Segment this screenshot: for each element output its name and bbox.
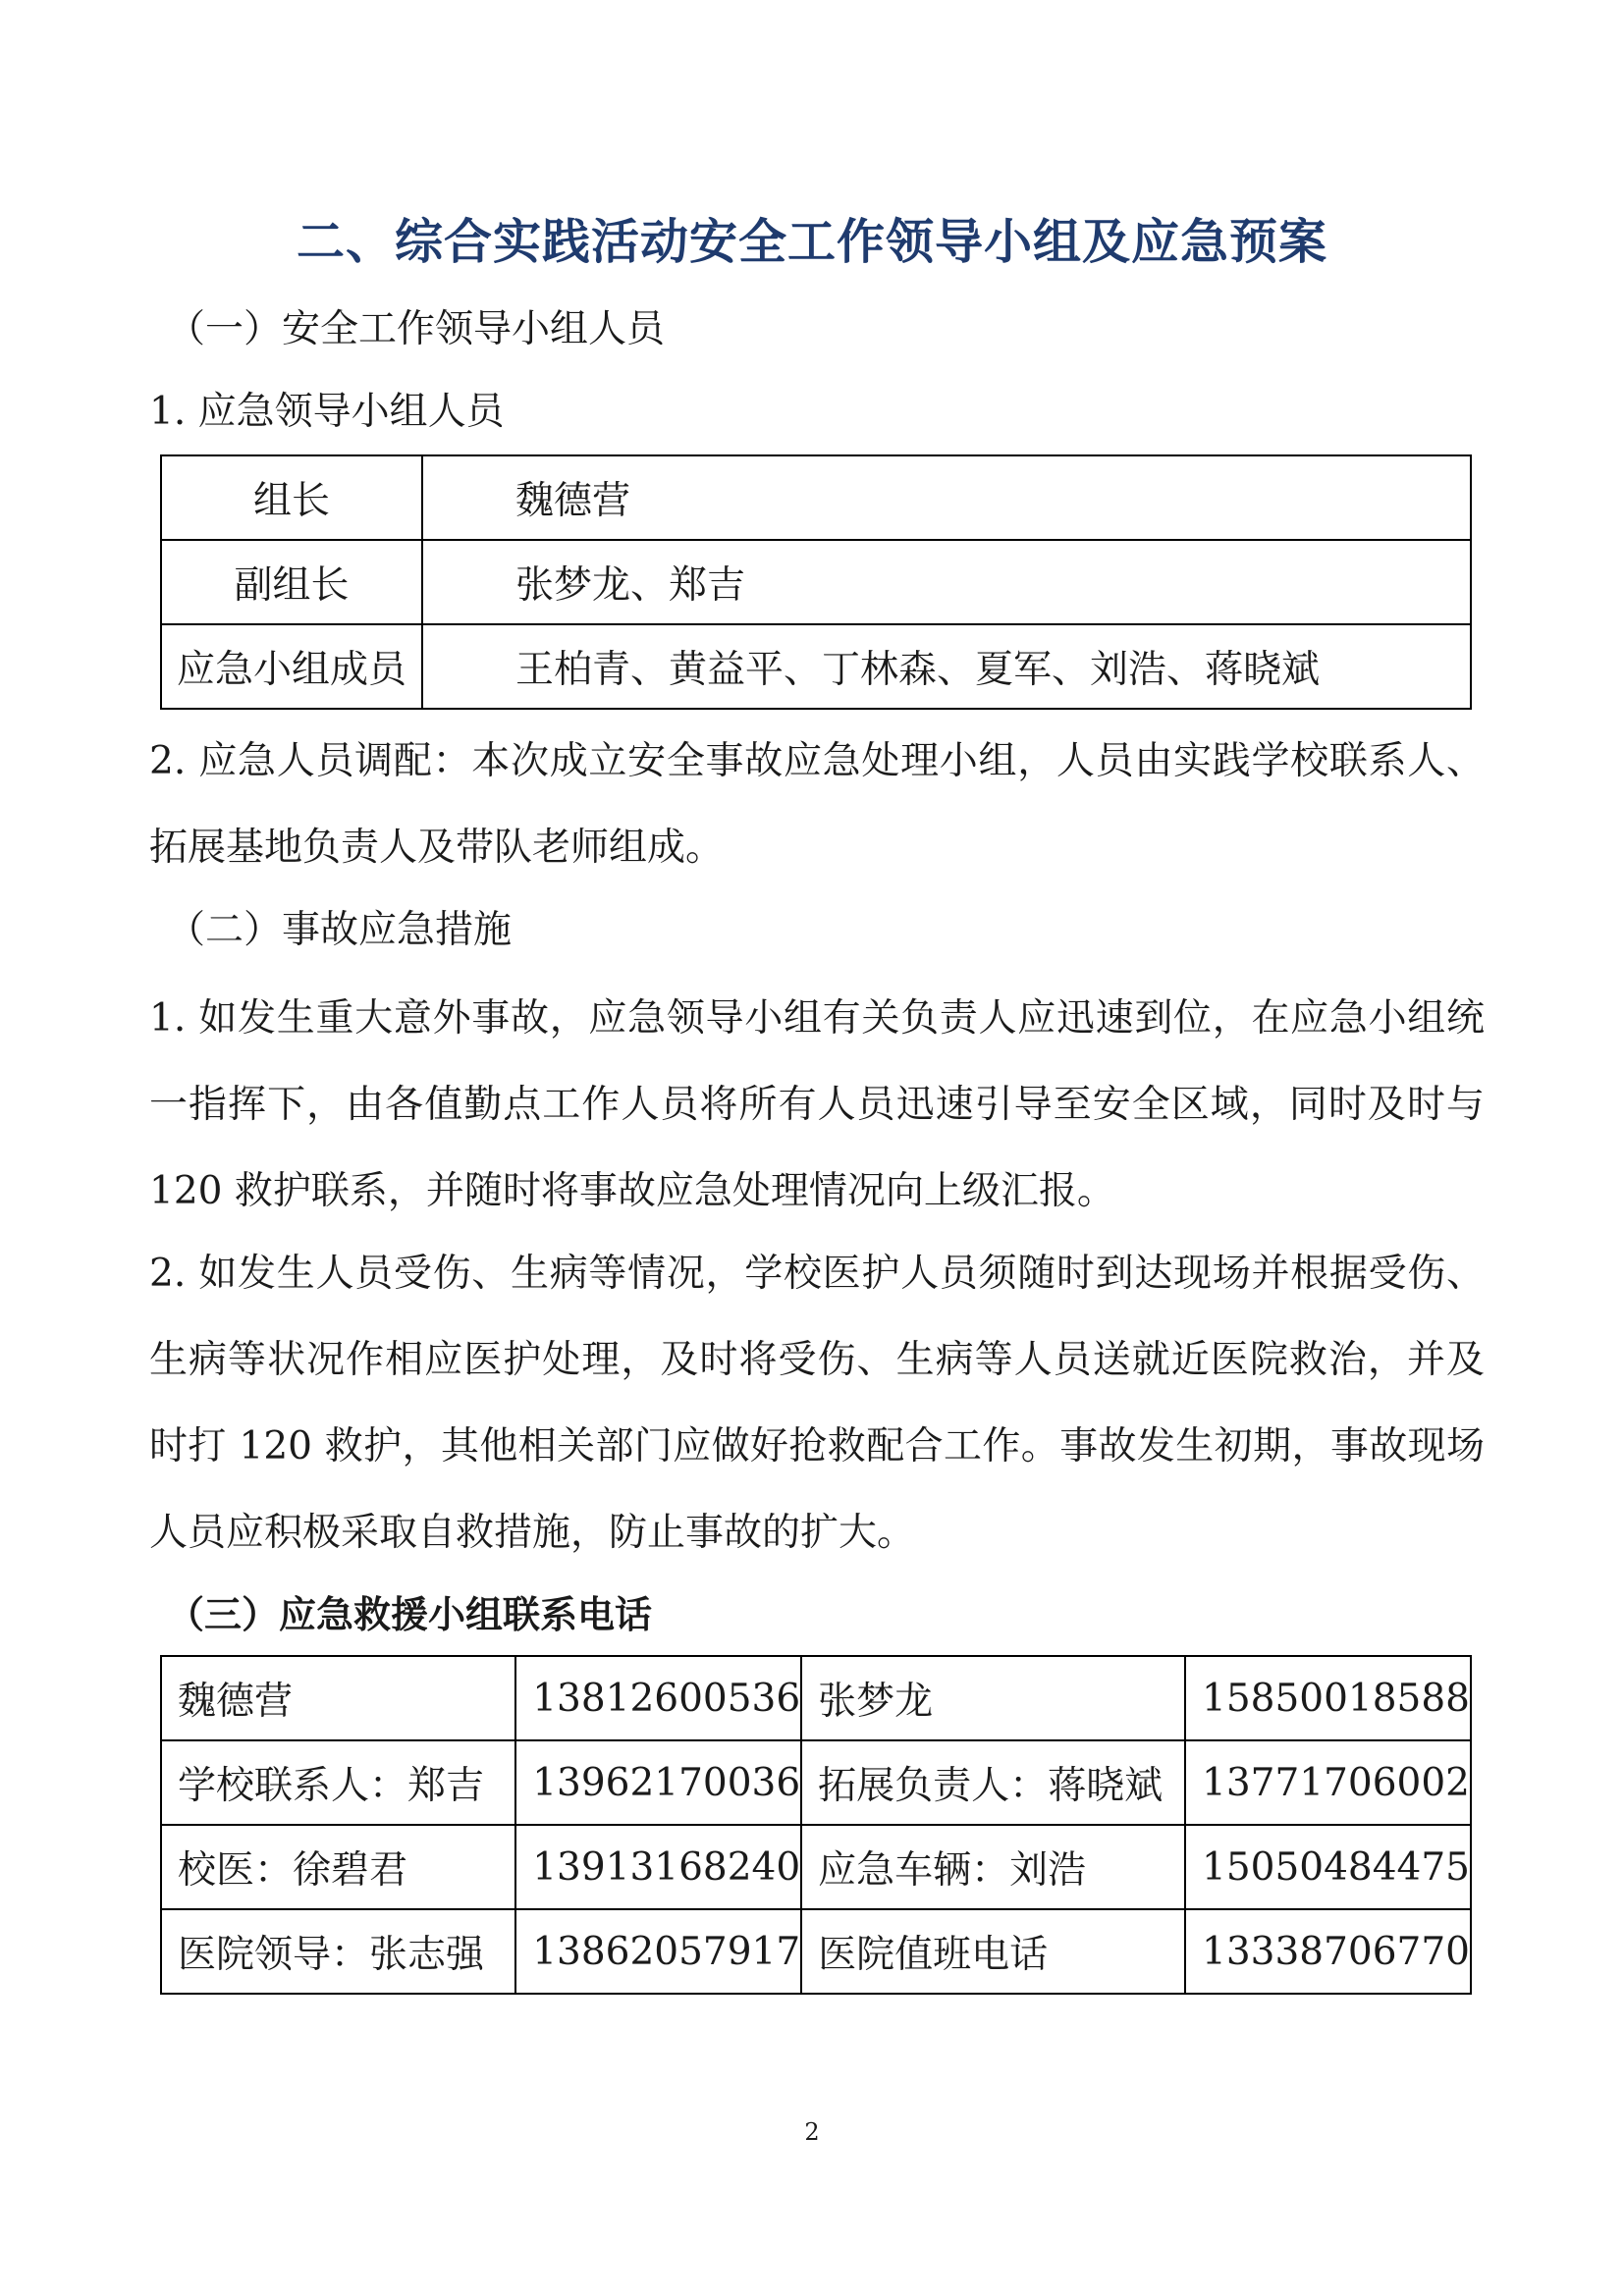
- table-row: [161, 1656, 1471, 1740]
- section-heading-2: （二）事故应急措施: [167, 908, 513, 952]
- role-cell: 应急小组成员: [161, 624, 422, 709]
- section-heading-3: （三）应急救援小组联系电话: [167, 1593, 653, 1636]
- table-row: [161, 624, 1471, 709]
- contact-name-cell: 学校联系人：郑吉: [161, 1740, 515, 1825]
- subheading-leaders: 1. 应急领导小组人员: [149, 390, 505, 434]
- page-number: 2: [804, 2118, 820, 2146]
- staffing-paragraph: 2. 应急人员调配：本次成立安全事故应急处理小组，人员由实践学校联系人、拓展基地负责人及带队老师组成。: [149, 739, 1485, 870]
- table-row: [161, 1909, 1471, 1994]
- contact-phone-cell: 13962170036: [515, 1740, 801, 1825]
- contact-phone-cell: 15050484475: [1185, 1825, 1471, 1909]
- contact-name-cell: 医院领导：张志强: [161, 1909, 515, 1994]
- table-row: [161, 540, 1471, 624]
- measures-paragraph-1: 1. 如发生重大意外事故，应急领导小组有关负责人应迅速到位，在应急小组统一指挥下，由各值勤点工作人员将所有人员迅速引导至安全区域，同时及时与 120 救护联系，并随时将事故应急处理情况向上级汇报。: [149, 996, 1485, 1213]
- contact-name-cell: 拓展负责人：蒋晓斌: [801, 1740, 1185, 1825]
- contact-name-cell: 魏德营: [161, 1656, 515, 1740]
- contact-phone-cell: 13812600536: [515, 1656, 801, 1740]
- contact-name-cell: 应急车辆：刘浩: [801, 1825, 1185, 1909]
- names-cell: 张梦龙、郑吉: [422, 540, 1471, 624]
- names-cell: 王柏青、黄益平、丁林森、夏军、刘浩、蒋晓斌: [422, 624, 1471, 709]
- table-row: [161, 1740, 1471, 1825]
- measures-paragraph-2: 2. 如发生人员受伤、生病等情况，学校医护人员须随时到达现场并根据受伤、生病等状况作相应医护处理，及时将受伤、生病等人员送就近医院救治，并及时打 120 救护，其他相关部门应做好抢救配合工作。事故发生初期，事故现场人员应积极采取自救措施，防止事故的扩大。: [149, 1252, 1485, 1555]
- contact-phone-cell: 15850018588: [1185, 1656, 1471, 1740]
- contact-name-cell: 张梦龙: [801, 1656, 1185, 1740]
- contact-phone-cell: 13771706002: [1185, 1740, 1471, 1825]
- contact-name-cell: 医院值班电话: [801, 1909, 1185, 1994]
- table-row: [161, 455, 1471, 540]
- contact-phone-cell: 13862057917: [515, 1909, 801, 1994]
- names-cell: 魏德营: [422, 455, 1471, 540]
- contact-name-cell: 校医：徐碧君: [161, 1825, 515, 1909]
- leaders-table: [160, 454, 1472, 710]
- role-cell: 组长: [161, 455, 422, 540]
- contact-phone-cell: 13913168240: [515, 1825, 801, 1909]
- page-title: 二、综合实践活动安全工作领导小组及应急预案: [296, 214, 1327, 270]
- role-cell: 副组长: [161, 540, 422, 624]
- table-row: [161, 1825, 1471, 1909]
- contacts-table: [160, 1655, 1472, 1995]
- section-heading-1: （一）安全工作领导小组人员: [167, 307, 666, 351]
- contact-phone-cell: 13338706770: [1185, 1909, 1471, 1994]
